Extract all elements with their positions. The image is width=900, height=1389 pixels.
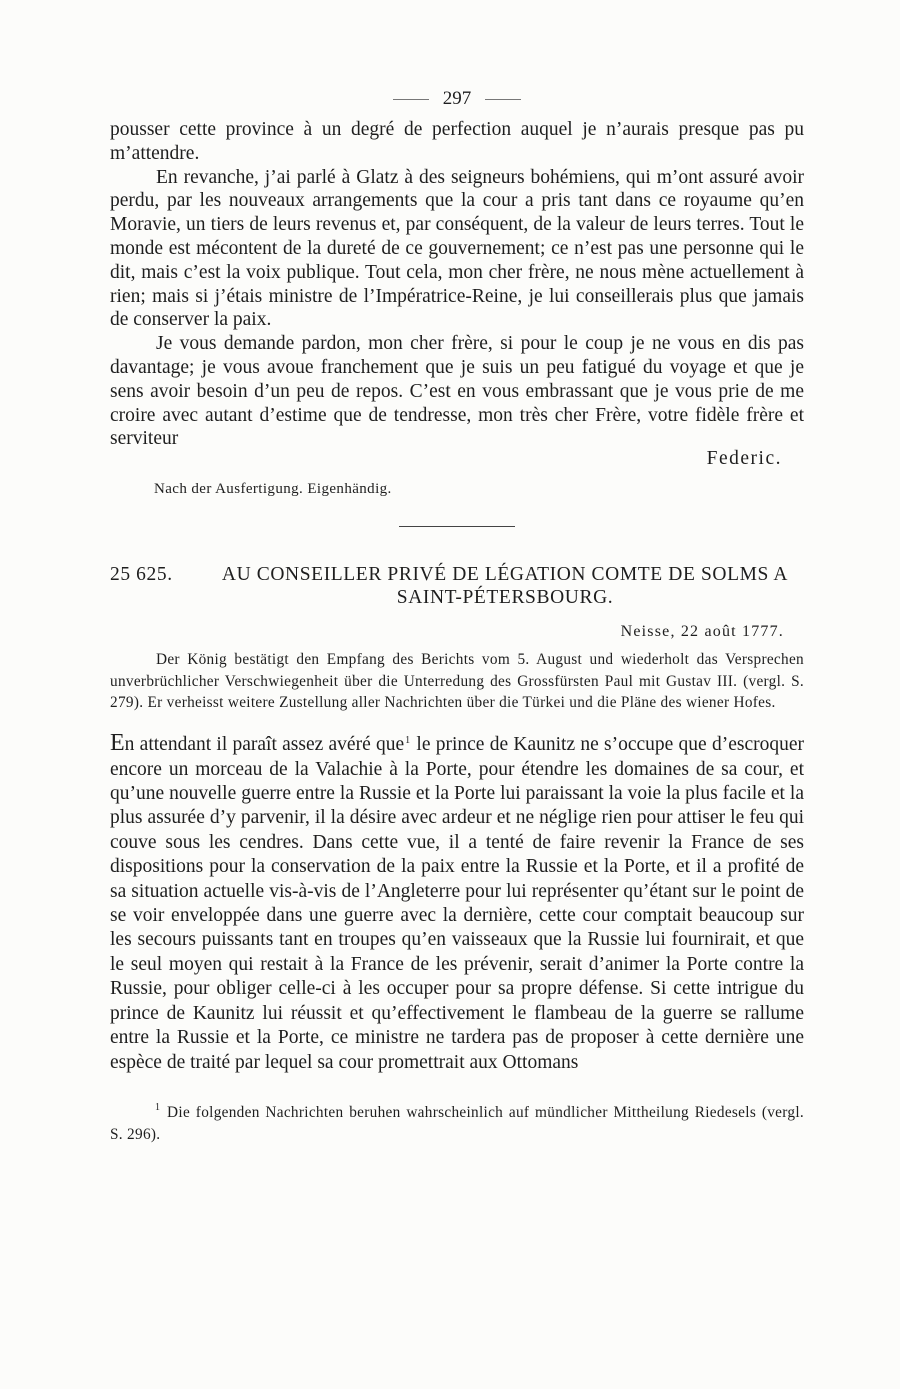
page-header	[110, 86, 804, 112]
letter-heading	[110, 563, 804, 609]
letter-text-rest: le prince de Kaunitz ne s’occupe que d’escroquer encore un morceau de la Valachie à la Porte, pour étendre les domaines de sa cour, et qu’une nouvelle guerre entre la Russie et la Porte lui paraissant la voie la plus facile et la plus assurée d’y parvenir, il la désire avec ardeur et ne néglige rien pour attiser le feu qui couve sous les cendres. Dans cette vue, il a tenté de faire revenir la France de ses dispositions pour la conservation de la paix entre la Russie et la Porte, et il a profité de sa situation actuelle vis-à-vis de l’Angleterre pour lui représenter qu’étant sur le point de se voir enveloppée dans une guerre avec la dernière, cette cour comptait beaucoup sur les secours puissants tant en troupes qu’en vaisseaux que la Russie lui fournirait, et que le seul moyen qui restait à la France de les prévenir, serait d’animer la Porte contre la Russie, pour obliger celle-ci à les occuper pour sa propre défense. Si cette intrigue du prince de Kaunitz lui réussit et qu’effectivement le flambeau de la guerre se rallume entre la Russie et la Porte, ce ministre ne tardera pas de proposer à cette dernière une espèce de traité par lequel sa cour promettrait aux Ottomans	[110, 734, 805, 1073]
document-page	[110, 86, 804, 1160]
footnote	[110, 1097, 804, 1145]
paragraph-closing: Je vous demande pardon, mon cher frère, si pour le coup je ne vous en dis pas davantage; je vous avoue franchement que je suis un peu fatigué du voyage et que je sens avoir besoin d’un peu de repos. C’est en vous embrassant que je vous prie de me croire avec autant d’estime que de tendresse, mon très cher Frère, votre fidèle frère et serviteur	[110, 333, 804, 450]
section-divider	[399, 526, 515, 527]
letter-text-start: n attendant il paraît assez avéré que	[124, 734, 405, 756]
letter-summary: Der König bestätigt den Empfang des Berichts vom 5. August und wiederholt das Versprechen unverbrüchlicher Verschwiegenheit über die Unterredung des Grossfürsten Paul mit Gustav III. (vergl. S. 279). Er verheisst weitere Zustellung aller Nachrichten über die Türkei und die Pläne des wiener Hofes.	[110, 651, 804, 712]
footnote-text: Die folgenden Nachrichten beruhen wahrscheinlich auf mündlicher Mittheilung Riedesels (vergl. S. 296).	[110, 1103, 804, 1143]
header-dash-right	[485, 99, 521, 100]
letter-number: 25 625.	[110, 564, 173, 586]
footnote-mark: 1	[155, 1101, 161, 1113]
letter-body	[110, 729, 804, 1075]
source-note: Nach der Ausfertigung. Eigenhändig.	[154, 481, 392, 498]
letter-initial: E	[110, 730, 125, 757]
letter-title: AU CONSEILLER PRIVÉ DE LÉGATION COMTE DE SOLMS A SAINT-PÉTERSBOURG.	[221, 564, 789, 609]
place-date: Neisse, 22 août 1777.	[620, 623, 784, 641]
signature: Federic.	[706, 448, 782, 470]
page-number: 297	[442, 88, 472, 109]
header-dash-left	[393, 99, 429, 100]
footnote-reference: 1	[405, 735, 411, 747]
paragraph-glatz: En revanche, j’ai parlé à Glatz à des seigneurs bohémiens, qui m’ont assuré avoir perdu, par les nouveaux arrangements que la cour a pris tant dans ce royaume qu’en Moravie, un tiers de leurs revenus et, par conséquent, de la valeur de leurs terres. Tout le monde est mécontent de la dureté de ce gouvernement; ce n’est pas une personne qui le dit, mais c’est la voix publique. Tout cela, mon cher frère, ne nous mène actuellement à rien; mais si j’étais ministre de l’Impératrice-Reine, je lui conseillerais plus que jamais de conserver la paix.	[110, 166, 804, 331]
paragraph-continuation: pousser cette province à un degré de perfection auquel je n’aurais presque pas pu m’attendre.	[110, 119, 804, 164]
